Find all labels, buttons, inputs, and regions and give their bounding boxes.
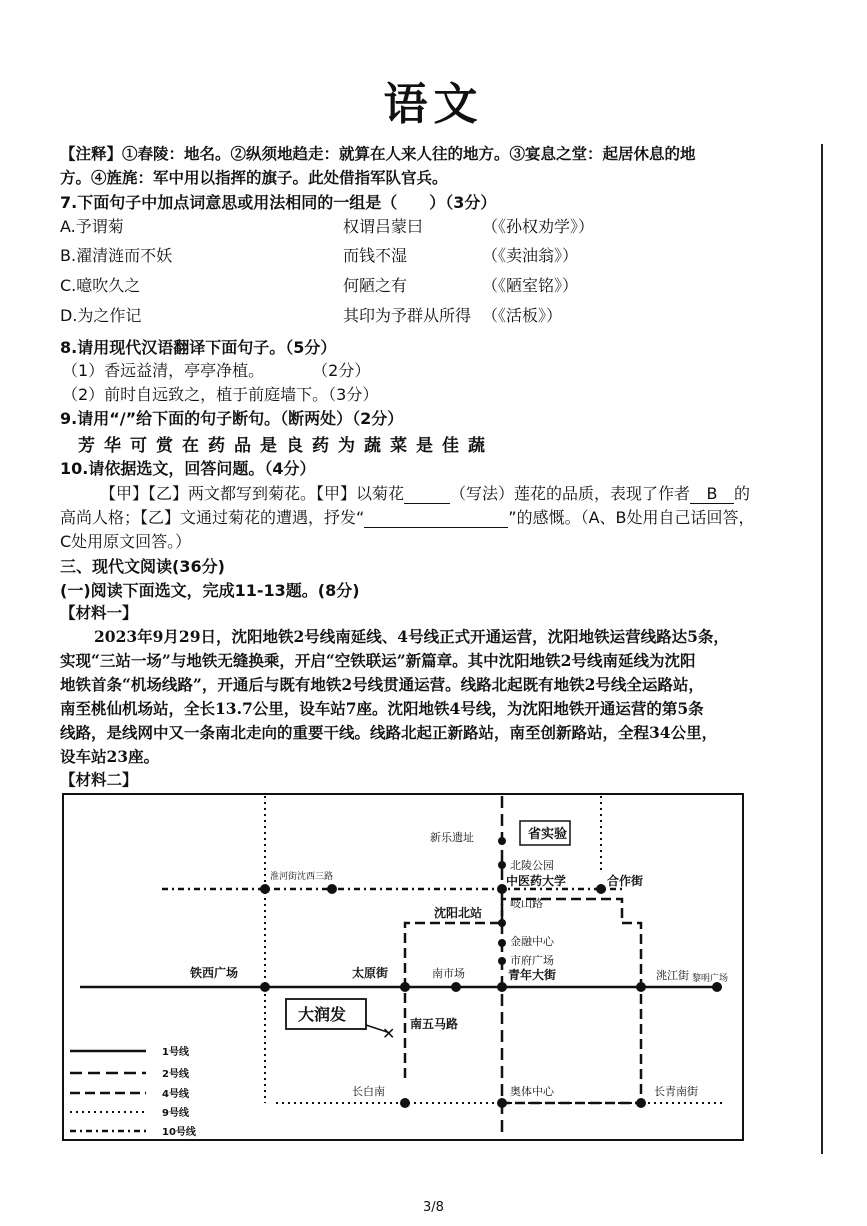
q10-line-3: C处用原文回答。）	[60, 532, 192, 551]
station-dayuanjie: 太原街	[352, 966, 389, 980]
station-beilinggongyuan: 北陵公园	[510, 859, 554, 872]
q10-line-2	[60, 505, 755, 528]
q7-option-b-source: （《卖油翁》）	[482, 246, 579, 265]
station-marker	[636, 982, 646, 992]
material-1-line-5: 线路，是线网中又一条南北走向的重要干线。线路北起正新路站，南至创新路站，全程34公里，	[60, 723, 718, 742]
q7-option-c: C.噫吹久之	[60, 276, 141, 295]
q10-line-2-part-a: 高尚人格；【乙】文通过菊花的遭遇，抒发“	[60, 508, 365, 527]
q7-option-d-compare: 其印为予群从所得	[343, 306, 472, 325]
q10-line-1	[100, 481, 750, 504]
station-nanshichang: 南市场	[432, 967, 465, 980]
material-2-label: 【材料二】	[60, 770, 138, 789]
page-title: 语文	[383, 79, 484, 130]
station-marker	[596, 884, 606, 894]
q7-option-a-compare: 权谓吕蒙曰	[343, 217, 424, 236]
answer-blank-c[interactable]	[364, 511, 508, 528]
q8-sentence-2: （2）前时自远致之，植于前庭墙下。（3分）	[62, 385, 379, 404]
q7-option-b: B.濯清涟而不妖	[60, 246, 173, 265]
station-liming: 黎明广场	[692, 974, 729, 984]
legend-line-1-label: 1号线	[162, 1047, 189, 1058]
annotation-line-1: 【注释】①春陵：地名。②纵须地趋走：就算在人来人往的地方。③宴息之堂：起居休息的地	[60, 144, 696, 163]
page-number: 3/8	[423, 1200, 444, 1215]
material-1-line-1: 2023年9月29日，沈阳地铁2号线南延线、4号线正式开通运营，沈阳地铁运营线路达5条，	[94, 627, 729, 646]
station-tiexiguangchang: 铁西广场	[190, 966, 239, 980]
station-marker	[636, 1098, 646, 1108]
station-qishanlu: 岐山路	[510, 897, 543, 910]
q10-line-1-part-b: （写法）莲花的品质，表现了作者	[450, 484, 691, 503]
station-changbainan: 长白南	[352, 1085, 385, 1098]
metro-map	[62, 793, 744, 1141]
q7-option-d: D.为之作记	[60, 306, 142, 325]
q9-sentence: 芳华可赏在药品是良药为蔬菜是佳蔬	[78, 436, 494, 456]
legend-line-4-label: 4号线	[162, 1089, 189, 1100]
station-marker	[400, 1098, 410, 1108]
station-hezuojie: 合作街	[607, 874, 644, 888]
material-1-line-3: 地铁首条“机场线路”，开通后与既有地铁2号线贯通运营。线路北起既有地铁2号线全运路站，	[60, 675, 704, 694]
legend-line-9-label: 9号线	[162, 1108, 189, 1119]
station-marker	[498, 957, 506, 965]
station-marker	[451, 982, 461, 992]
station-marker	[497, 1098, 507, 1108]
q7-option-a-source: （《孙权劝学》）	[482, 217, 595, 236]
q7-option-c-compare: 何陋之有	[343, 276, 408, 295]
station-aotizhongxin: 奥体中心	[510, 1085, 554, 1098]
margin-rule	[821, 144, 823, 1154]
station-marker	[498, 837, 506, 845]
q10-line-1-part-a: 【甲】【乙】两文都写到菊花。【甲】以菊花	[100, 484, 405, 503]
station-shifuguangchang: 市府广场	[510, 954, 554, 967]
annotation-line-2: 方。④旌旄：军中用以指挥的旗子。此处借指军队官兵。	[60, 168, 448, 187]
q10-line-1-part-c: 的	[734, 484, 751, 503]
station-shenyangbeizhan: 沈阳北站	[434, 906, 483, 920]
subsection-1-heading: (一)阅读下面选文，完成11-13题。(8分)	[60, 581, 360, 600]
station-marker	[498, 939, 506, 947]
q7-option-d-source: （《活板》）	[482, 306, 563, 325]
station-marker	[260, 884, 270, 894]
question-10-stem: 10.请依据选文，回答问题。（4分）	[60, 459, 316, 478]
question-8-stem: 8.请用现代汉语翻译下面句子。（5分）	[60, 338, 337, 357]
darunfa-star-icon: ✕	[382, 1024, 396, 1043]
material-1-line-4: 南至桃仙机场站，全长13.7公里，设车站7座。沈阳地铁4号线，为沈阳地铁开通运营的第5条	[60, 699, 704, 718]
station-qingniandajie: 青年大街	[508, 968, 557, 982]
station-marker	[327, 884, 337, 894]
station-marker	[498, 919, 506, 927]
station-marker	[497, 982, 507, 992]
answer-blank-b[interactable]: B	[690, 484, 734, 504]
station-huaihe: 淮河街沈西三路	[270, 872, 334, 882]
material-1-line-6: 设车站23座。	[60, 747, 160, 766]
section-3-heading: 三、现代文阅读(36分)	[60, 557, 225, 576]
q10-line-2-part-b: ”的感慨。（A、B处用自己话回答，	[508, 508, 755, 527]
station-zhongyiyao: 中医药大学	[506, 874, 567, 888]
station-marker	[498, 861, 506, 869]
legend-line-2-label: 2号线	[162, 1069, 189, 1080]
answer-blank-a[interactable]	[404, 487, 450, 504]
station-changqingnan: 长青南街	[654, 1085, 698, 1098]
question-7-stem: 7.下面句子中加点词意思或用法相同的一组是（ ）（3分）	[60, 193, 497, 212]
station-marker	[400, 982, 410, 992]
station-darunfa: 大润发	[298, 1005, 347, 1024]
question-9-stem: 9.请用“/”给下面的句子断句。（断两处）（2分）	[60, 409, 404, 428]
station-xinleyizhi: 新乐遗址	[430, 831, 474, 844]
station-marker	[260, 982, 270, 992]
station-shengshiyan: 省实验	[528, 827, 568, 842]
q8-sentence-1: （1）香远益清，亭亭净植。 （2分）	[62, 361, 371, 380]
q7-option-a: A.予谓菊	[60, 217, 124, 236]
legend-line-10-label: 10号线	[162, 1127, 196, 1138]
station-jinrongzhongxin: 金融中心	[510, 935, 554, 948]
q7-option-b-compare: 而钱不湿	[343, 246, 408, 265]
q7-option-c-source: （《陋室铭》）	[482, 276, 579, 295]
material-1-line-2: 实现“三站一场”与地铁无缝换乘，开启“空铁联运”新篇章。其中沈阳地铁2号线南延线为沈阳	[60, 651, 696, 670]
material-1-label: 【材料一】	[60, 603, 138, 622]
station-nanwumalu: 南五马路	[410, 1017, 459, 1031]
station-taojiangjie: 洮江街	[656, 969, 689, 982]
